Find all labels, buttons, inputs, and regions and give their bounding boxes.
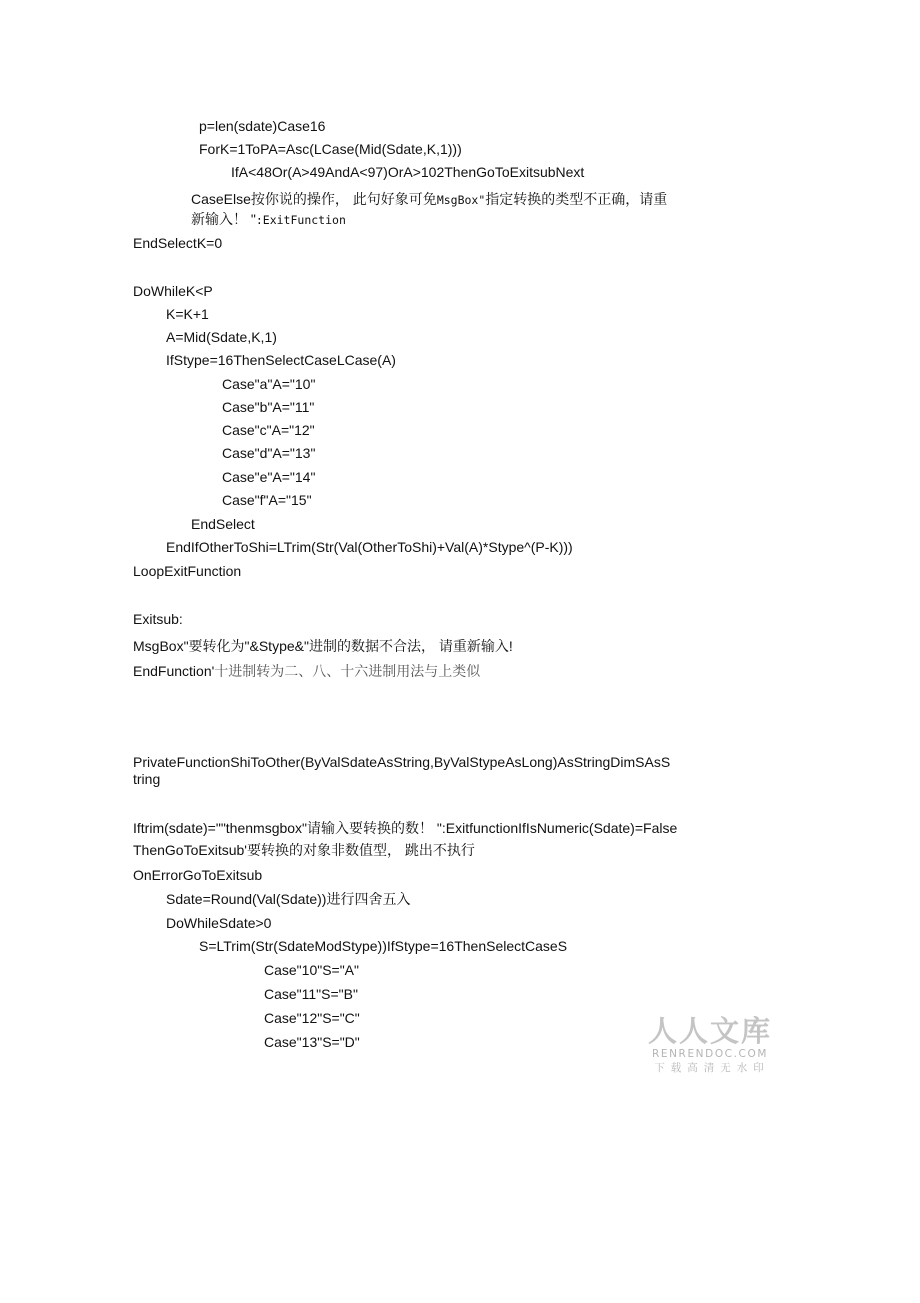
code-line: EndSelectK=0 xyxy=(133,235,223,251)
code-line: OnErrorGoToExitsub xyxy=(133,867,263,883)
code-text: CaseElse按你说的操作， 此句好象可免 xyxy=(191,191,437,207)
code-line xyxy=(133,663,480,680)
code-line: Case"10"S="A" xyxy=(264,962,359,978)
code-line: LoopExitFunction xyxy=(133,563,242,579)
watermark xyxy=(646,1014,774,1075)
code-line: EndSelect xyxy=(191,516,255,532)
code-line: Case"13"S="D" xyxy=(264,1034,360,1050)
code-line xyxy=(191,191,667,209)
code-line: Case"12"S="C" xyxy=(264,1010,360,1026)
code-line xyxy=(191,211,346,229)
code-line: p=len(sdate)Case16 xyxy=(199,118,326,134)
comment-text: 十进制转为二、八、十六进制用法与上类似 xyxy=(214,663,481,679)
code-line: PrivateFunctionShiToOther(ByValSdateAsString,ByValStypeAsLong)AsStringDimSAsS xyxy=(133,754,671,770)
code-line: Case"11"S="B" xyxy=(264,986,358,1002)
code-line: Case"d"A="13" xyxy=(222,445,316,461)
code-line: ForK=1ToPA=Asc(LCase(Mid(Sdate,K,1))) xyxy=(199,141,462,157)
code-text: :ExitFunction xyxy=(255,213,346,227)
code-line: DoWhileK<P xyxy=(133,283,213,299)
code-line: ThenGoToExitsub'要转换的对象非数值型， 跳出不执行 xyxy=(133,842,475,858)
code-line: DoWhileSdate>0 xyxy=(166,915,272,931)
watermark-title: 人人文库 xyxy=(647,1014,772,1048)
code-line: Exitsub: xyxy=(133,611,183,627)
code-text: MsgBox" xyxy=(436,193,486,207)
code-line: IfA<48Or(A>49AndA<97)OrA>102ThenGoToExitsubNext xyxy=(231,164,585,180)
watermark-url: RENRENDOC.COM xyxy=(651,1048,769,1060)
code-line: Case"e"A="14" xyxy=(222,469,316,485)
watermark-subtitle: 下载高清无水印 xyxy=(654,1062,770,1074)
code-text: EndFunction' xyxy=(133,663,215,679)
code-line: Case"c"A="12" xyxy=(222,422,315,438)
code-line: IfStype=16ThenSelectCaseLCase(A) xyxy=(166,352,396,368)
code-line: K=K+1 xyxy=(166,306,209,322)
code-line: Sdate=Round(Val(Sdate))进行四舍五入 xyxy=(166,891,411,907)
code-line: Iftrim(sdate)=""thenmsgbox"请输入要转换的数！ ":ExitfunctionIfIsNumeric(Sdate)=False xyxy=(133,820,678,836)
code-line: Case"b"A="11" xyxy=(222,399,315,415)
code-line: S=LTrim(Str(SdateModStype))IfStype=16ThenSelectCaseS xyxy=(199,938,568,954)
code-text: 指定转换的类型不正确，请重 xyxy=(485,191,668,207)
code-line: Case"f"A="15" xyxy=(222,492,312,508)
code-line: MsgBox"要转化为"&Stype&"进制的数据不合法， 请重新输入! xyxy=(133,638,513,654)
code-line: tring xyxy=(133,771,161,787)
code-line: A=Mid(Sdate,K,1) xyxy=(166,329,277,345)
code-text: 新输入！ " xyxy=(191,211,256,227)
code-line: Case"a"A="10" xyxy=(222,376,316,392)
code-line: EndIfOtherToShi=LTrim(Str(Val(OtherToShi)+Val(A)*Stype^(P-K))) xyxy=(166,539,573,555)
